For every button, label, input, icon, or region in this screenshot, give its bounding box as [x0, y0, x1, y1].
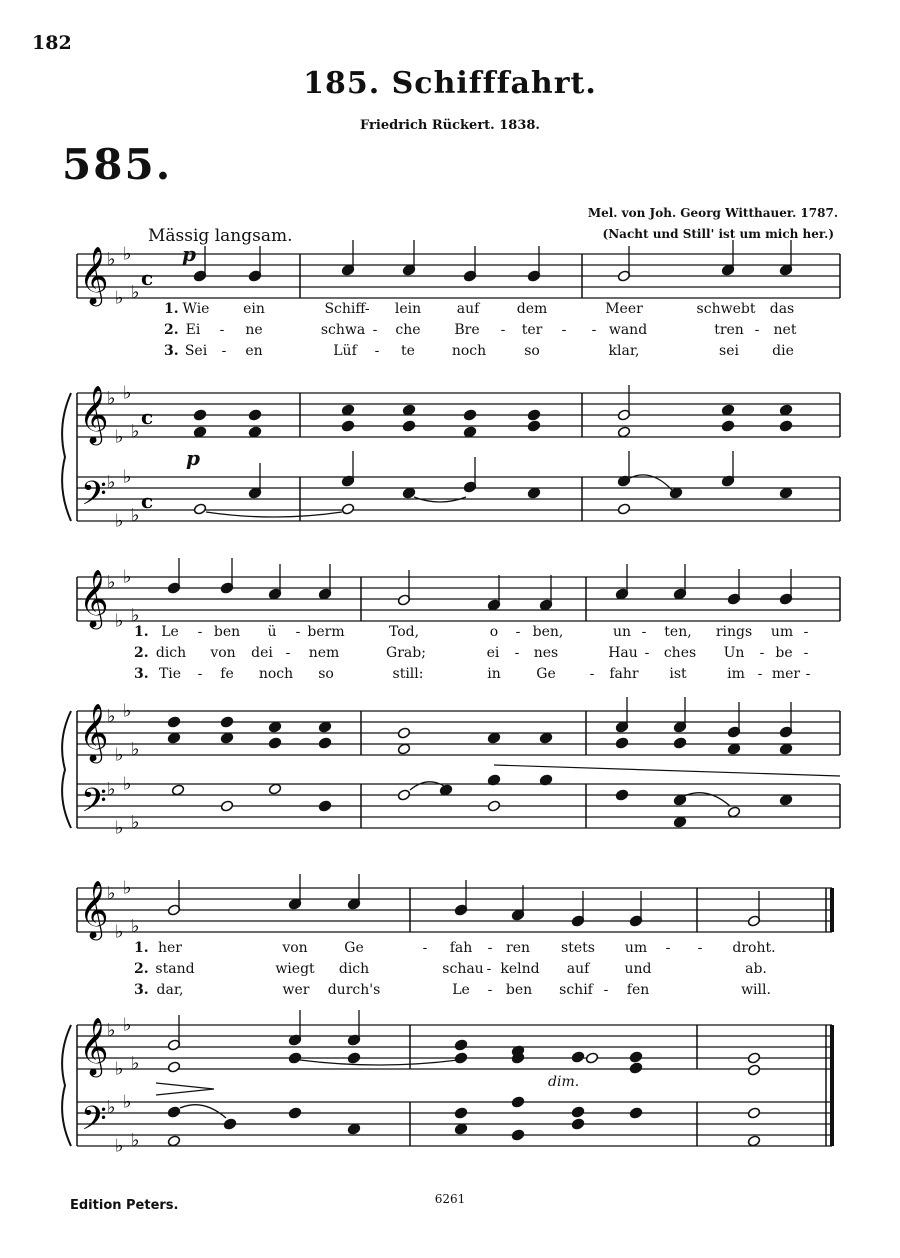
flat-sign: ♭: [107, 706, 116, 727]
quarter-note: [779, 743, 793, 755]
flat-sign: ♭: [107, 779, 116, 800]
lyric-syllable: Sei: [184, 343, 208, 359]
lyric-syllable: ben: [213, 624, 241, 640]
flat-sign: ♭: [123, 243, 132, 265]
quarter-note: [167, 1106, 181, 1118]
half-note: [397, 743, 411, 755]
brace: [62, 711, 71, 828]
lyric-hyphen: -: [486, 961, 492, 977]
lyric-syllable: Bre: [454, 322, 480, 338]
lyric-hyphen: -: [644, 645, 650, 661]
lyric-syllable: fah: [449, 940, 473, 956]
lyric-syllable: Grab;: [386, 645, 426, 661]
quarter-note: [779, 794, 793, 806]
plate-number: 6261: [434, 1192, 466, 1206]
lyric-hyphen: -: [487, 982, 493, 998]
flat-sign: ♭: [131, 739, 140, 760]
lyric-syllable: durch's: [327, 982, 381, 998]
quarter-note: [527, 487, 541, 499]
lyric-hyphen: -: [759, 645, 765, 661]
lyric-hyphen: -: [805, 666, 811, 682]
lyric-syllable: im: [727, 666, 745, 682]
lyric-syllable: ei: [486, 645, 500, 661]
treble-clef: 𝄞: [79, 385, 109, 443]
lyric-syllable: auf: [566, 961, 590, 977]
quarter-note: [571, 1118, 585, 1130]
lyric-hyphen: -: [561, 322, 567, 338]
lyric-syllable: ben,: [532, 624, 564, 640]
lyric-hyphen: -: [487, 940, 493, 956]
dynamic-piano-voice: p: [182, 242, 196, 266]
lyric-syllable: schwa: [320, 322, 366, 338]
half-note: [747, 1135, 761, 1147]
lyric-syllable: und: [624, 961, 652, 977]
lyric-syllable: her: [158, 940, 182, 956]
lyric-syllable: Wie: [182, 301, 210, 317]
quarter-note: [248, 409, 262, 421]
verse-number: 2.: [134, 645, 149, 661]
lyric-syllable: lein: [394, 301, 422, 317]
lyric-hyphen: -: [221, 343, 227, 359]
dynamic-piano-accomp: p: [186, 446, 200, 470]
lyric-hyphen: -: [422, 940, 428, 956]
lyric-syllable: un: [612, 624, 632, 640]
half-note: [167, 1135, 181, 1147]
lyric-hyphen: -: [372, 322, 378, 338]
lyric-syllable: be: [775, 645, 793, 661]
lyric-syllable: fe: [220, 666, 234, 682]
flat-sign: ♭: [115, 921, 124, 943]
flat-sign: ♭: [115, 1135, 124, 1157]
brace: [62, 1025, 71, 1146]
quarter-note: [288, 1052, 302, 1064]
tune-reference: (Nacht und Still' ist um mich her.): [602, 227, 834, 241]
lyric-syllable: Ge: [344, 940, 364, 956]
flat-sign: ♭: [107, 1097, 116, 1118]
quarter-note: [454, 1039, 468, 1051]
lyric-hyphen: -: [285, 645, 291, 661]
flat-sign: ♭: [115, 510, 124, 532]
flat-sign: ♭: [115, 744, 124, 766]
quarter-note: [727, 743, 741, 755]
half-note: [617, 426, 631, 438]
flat-sign: ♭: [131, 916, 140, 937]
quarter-note: [439, 784, 453, 796]
flat-sign: ♭: [115, 817, 124, 839]
flat-sign: ♭: [115, 287, 124, 309]
lyric-syllable: Un: [723, 645, 745, 661]
lyric-hyphen: -: [591, 322, 597, 338]
flat-sign: ♭: [131, 282, 140, 303]
flat-sign: ♭: [131, 421, 140, 442]
flat-sign: ♭: [107, 388, 116, 409]
slur: [300, 1060, 458, 1065]
lyric-syllable: wer: [282, 982, 310, 998]
slur: [180, 1105, 226, 1118]
lyric-hyphen: -: [754, 322, 760, 338]
half-note: [617, 503, 631, 515]
quarter-note: [318, 800, 332, 812]
song-title: 185. Schifffahrt.: [303, 66, 597, 101]
flat-sign: ♭: [123, 877, 132, 899]
flat-sign: ♭: [123, 1091, 132, 1113]
lyric-syllable: Le: [452, 982, 470, 998]
flat-sign: ♭: [131, 1053, 140, 1074]
quarter-note: [220, 732, 234, 744]
composer-credit: Mel. von Joh. Georg Witthauer. 1787.: [587, 206, 838, 220]
lyric-syllable: ter: [521, 322, 543, 338]
quarter-note: [288, 1107, 302, 1119]
flat-sign: ♭: [131, 1130, 140, 1151]
lyric-syllable: ches: [663, 645, 697, 661]
flat-sign: ♭: [107, 472, 116, 493]
quarter-note: [527, 409, 541, 421]
lyric-syllable: Tie: [158, 666, 182, 682]
flat-sign: ♭: [107, 249, 116, 270]
quarter-note: [454, 1107, 468, 1119]
quarter-note: [454, 1123, 468, 1135]
lyric-syllable: schwebt: [696, 301, 756, 317]
quarter-note: [527, 420, 541, 432]
quarter-note: [511, 1129, 525, 1141]
lyric-syllable: ten,: [664, 624, 692, 640]
flat-sign: ♭: [115, 426, 124, 448]
quarter-note: [193, 426, 207, 438]
lyric-syllable: ü: [267, 624, 277, 640]
quarter-note: [347, 1052, 361, 1064]
lyric-syllable: Lüf: [333, 343, 357, 359]
lyric-syllable: Ge: [536, 666, 556, 682]
lyric-hyphen: -: [641, 624, 647, 640]
lyric-syllable: sei: [719, 343, 739, 359]
quarter-note: [268, 721, 282, 733]
lyric-syllable: so: [524, 343, 540, 359]
lyric-hyphen: -: [803, 624, 809, 640]
half-note: [487, 800, 501, 812]
lyric-syllable: so: [318, 666, 334, 682]
lyric-syllable: nes: [533, 645, 559, 661]
quarter-note: [463, 409, 477, 421]
quarter-note: [167, 732, 181, 744]
lyric-syllable: Schiff-: [324, 301, 370, 317]
verse-number: 1.: [134, 940, 149, 956]
quarter-note: [779, 404, 793, 416]
lyric-syllable: fahr: [609, 666, 639, 682]
lyric-syllable: noch: [451, 343, 487, 359]
quarter-note: [779, 487, 793, 499]
quarter-note: [673, 816, 687, 828]
quarter-note: [615, 789, 629, 801]
half-note: [397, 727, 411, 739]
quarter-note: [673, 737, 687, 749]
lyric-syllable: berm: [307, 624, 345, 640]
quarter-note: [721, 420, 735, 432]
flat-sign: ♭: [115, 1058, 124, 1080]
half-note: [747, 1064, 761, 1076]
slur: [410, 782, 444, 790]
time-signature: c: [141, 266, 154, 290]
quarter-note: [341, 404, 355, 416]
verse-number: 1.: [134, 624, 149, 640]
page-number: 182: [32, 32, 72, 54]
quarter-note: [167, 716, 181, 728]
lyric-syllable: von: [210, 645, 236, 661]
quarter-note: [248, 426, 262, 438]
half-note: [220, 800, 234, 812]
lyric-syllable: von: [282, 940, 308, 956]
decrescendo-hairpin: [156, 1083, 214, 1095]
flat-sign: ♭: [115, 610, 124, 632]
lyric-syllable: um: [770, 624, 794, 640]
lyric-syllable: klar,: [608, 343, 640, 359]
half-note: [167, 1061, 181, 1073]
lyric-hyphen: -: [197, 666, 203, 682]
lyric-hyphen: -: [603, 982, 609, 998]
lyric-hyphen: -: [515, 624, 521, 640]
verse-number: 3.: [164, 343, 179, 359]
lyric-syllable: mer: [771, 666, 801, 682]
lyric-hyphen: -: [697, 940, 703, 956]
lyric-hyphen: -: [295, 624, 301, 640]
quarter-note: [223, 1118, 237, 1130]
lyric-hyphen: -: [197, 624, 203, 640]
flat-sign: ♭: [107, 883, 116, 904]
lyric-syllable: ist: [669, 666, 687, 682]
quarter-note: [347, 1123, 361, 1135]
lyric-syllable: noch: [258, 666, 294, 682]
beam-line: [494, 765, 840, 776]
lyric-syllable: schif: [559, 982, 593, 998]
lyric-syllable: wiegt: [275, 961, 315, 977]
lyric-syllable: dich: [155, 645, 187, 661]
lyric-syllable: ein: [243, 301, 265, 317]
brace: [62, 393, 71, 521]
lyric-syllable: kelnd: [500, 961, 540, 977]
verse-number: 2.: [134, 961, 149, 977]
lyric-hyphen: -: [665, 940, 671, 956]
hymn-number: 585.: [62, 140, 173, 189]
lyric-syllable: dich: [338, 961, 370, 977]
half-note: [268, 783, 282, 795]
lyric-syllable: fen: [626, 982, 650, 998]
half-note: [171, 784, 185, 796]
half-note: [727, 806, 741, 818]
flat-sign: ♭: [131, 812, 140, 833]
quarter-note: [779, 420, 793, 432]
treble-clef: 𝄞: [79, 1017, 109, 1075]
quarter-note: [721, 404, 735, 416]
quarter-note: [318, 721, 332, 733]
lyric-hyphen: -: [514, 645, 520, 661]
time-signature: c: [141, 405, 154, 429]
treble-clef: 𝄞: [79, 246, 109, 304]
lyric-syllable: in: [487, 666, 501, 682]
poet-credit: Friedrich Rückert. 1838.: [360, 118, 540, 133]
quarter-note: [454, 1052, 468, 1064]
quarter-note: [318, 737, 332, 749]
flat-sign: ♭: [123, 700, 132, 722]
lyric-syllable: Ei: [185, 322, 201, 338]
quarter-note: [629, 1051, 643, 1063]
flat-sign: ♭: [123, 1014, 132, 1036]
half-note: [397, 789, 411, 801]
flat-sign: ♭: [107, 1020, 116, 1041]
quarter-note: [402, 420, 416, 432]
lyric-syllable: ne: [245, 322, 263, 338]
verse-number: 3.: [134, 982, 149, 998]
flat-sign: ♭: [123, 566, 132, 588]
slur: [206, 512, 342, 517]
quarter-note: [402, 404, 416, 416]
flat-sign: ♭: [107, 572, 116, 593]
quarter-note: [539, 732, 553, 744]
lyric-syllable: Tod,: [388, 624, 420, 640]
lyric-syllable: che: [395, 322, 421, 338]
lyric-syllable: um: [624, 940, 648, 956]
lyric-syllable: te: [401, 343, 415, 359]
lyric-hyphen: -: [589, 666, 595, 682]
lyric-syllable: dei: [251, 645, 273, 661]
quarter-note: [571, 1106, 585, 1118]
quarter-note: [220, 716, 234, 728]
lyric-syllable: nem: [308, 645, 340, 661]
quarter-note: [487, 732, 501, 744]
bass-clef: 𝄢: [81, 1100, 107, 1146]
quarter-note: [463, 426, 477, 438]
lyric-syllable: ab.: [745, 961, 767, 977]
lyric-syllable: schau: [442, 961, 484, 977]
lyric-syllable: net: [773, 322, 797, 338]
flat-sign: ♭: [131, 505, 140, 526]
half-note: [585, 1052, 599, 1064]
lyric-syllable: ren: [506, 940, 530, 956]
quarter-note: [193, 409, 207, 421]
quarter-note: [629, 1107, 643, 1119]
lyric-syllable: droht.: [732, 940, 776, 956]
lyric-syllable: dar,: [156, 982, 184, 998]
half-note: [747, 1052, 761, 1064]
lyric-syllable: o: [489, 624, 499, 640]
publisher-credit: Edition Peters.: [70, 1198, 179, 1213]
lyric-syllable: Hau: [608, 645, 638, 661]
lyric-syllable: tren: [714, 322, 744, 338]
lyric-syllable: wand: [608, 322, 648, 338]
treble-clef: 𝄞: [79, 880, 109, 938]
flat-sign: ♭: [123, 382, 132, 404]
half-note: [193, 503, 207, 515]
lyric-syllable: das: [769, 301, 795, 317]
lyric-syllable: Meer: [605, 301, 643, 317]
half-note: [341, 503, 355, 515]
lyric-syllable: stets: [561, 940, 595, 956]
flat-sign: ♭: [123, 773, 132, 795]
lyric-syllable: die: [772, 343, 794, 359]
quarter-note: [341, 420, 355, 432]
bass-clef: 𝄢: [81, 475, 107, 521]
verse-number: 1.: [164, 301, 179, 317]
flat-sign: ♭: [123, 466, 132, 488]
lyric-hyphen: -: [803, 645, 809, 661]
lyric-syllable: still:: [392, 666, 424, 682]
lyric-hyphen: -: [374, 343, 380, 359]
lyric-syllable: en: [245, 343, 263, 359]
quarter-note: [571, 1051, 585, 1063]
quarter-note: [615, 737, 629, 749]
quarter-note: [629, 1062, 643, 1074]
lyric-syllable: Le: [161, 624, 179, 640]
lyric-hyphen: -: [500, 322, 506, 338]
verse-number: 2.: [164, 322, 179, 338]
lyric-syllable: will.: [741, 982, 771, 998]
lyric-syllable: ben: [505, 982, 533, 998]
half-note: [747, 1107, 761, 1119]
bass-clef: 𝄢: [81, 782, 107, 828]
lyric-syllable: rings: [715, 624, 753, 640]
tempo-marking: Mässig langsam.: [148, 226, 293, 246]
quarter-note: [268, 737, 282, 749]
lyric-hyphen: -: [219, 322, 225, 338]
lyric-hyphen: -: [757, 666, 763, 682]
verse-number: 3.: [134, 666, 149, 682]
time-signature: c: [141, 489, 154, 513]
lyric-syllable: stand: [155, 961, 195, 977]
flat-sign: ♭: [131, 605, 140, 626]
treble-clef: 𝄞: [79, 703, 109, 761]
treble-clef: 𝄞: [79, 569, 109, 627]
dynamic-diminuendo: dim.: [548, 1074, 580, 1090]
quarter-note: [402, 487, 416, 499]
quarter-note: [511, 1096, 525, 1108]
lyric-syllable: auf: [456, 301, 480, 317]
lyric-syllable: dem: [516, 301, 548, 317]
